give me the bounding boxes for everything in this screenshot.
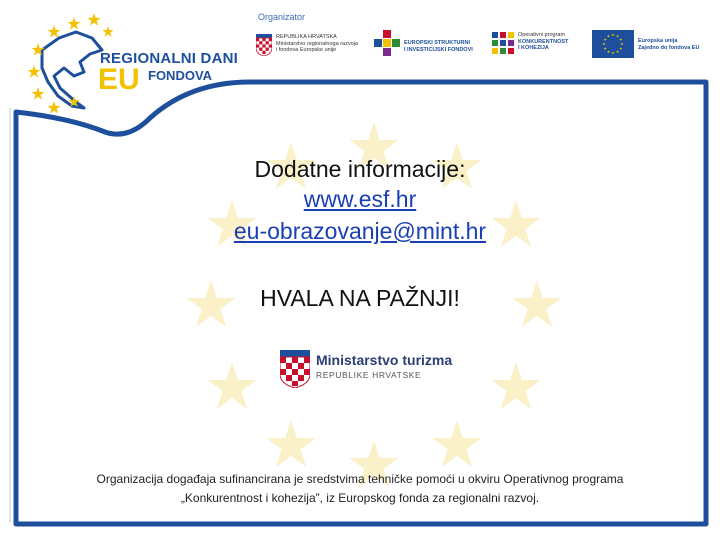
partner-text-line: I INVESTICIJSKI FONDOVI: [404, 46, 473, 53]
eu-structural-funds-icon: [374, 30, 400, 56]
footer-line: Organizacija događaja sufinancirana je sredstvima tehničke pomoći u okviru Operativnog programa: [96, 472, 624, 486]
eu-flag-icon: [592, 30, 634, 58]
event-title: REGIONALNI DANI: [100, 50, 238, 67]
partner-text-line: REPUBLIKA HRVATSKA: [276, 34, 337, 40]
partner-text-line: Ministarstvo regionalnoga razvoja: [276, 40, 358, 47]
partner-text-line: Operativni program: [518, 32, 566, 38]
thanks-text: HVALA NA PAŽNJI!: [260, 285, 460, 311]
partner-text-line: Zajedno do fondova EU: [638, 44, 700, 51]
partner-operational-programme: [492, 26, 588, 64]
ministry-name: Ministarstvo turizma: [316, 352, 453, 368]
partner-text-line: KONKURENTNOST: [518, 38, 569, 45]
croatian-coat-of-arms-icon: [256, 34, 272, 56]
partner-text-line: Europska unija: [638, 38, 678, 44]
partner-text-line: I KOHEZIJA: [518, 45, 549, 51]
partner-eu-structural-funds: [374, 26, 486, 64]
partner-ministry-regional-development: [256, 26, 374, 64]
operational-programme-icon: [492, 32, 514, 54]
partner-text-line: EUROPSKI STRUKTURNI: [404, 40, 471, 46]
website-link[interactable]: www.esf.hr: [303, 186, 417, 212]
funding-footer: [0, 470, 720, 508]
event-title-eu: EU: [98, 63, 140, 96]
croatian-coat-of-arms-icon: [280, 350, 310, 388]
partner-european-union: [592, 26, 710, 64]
ministry-subtitle: REPUBLIKE HRVATSKE: [316, 370, 422, 380]
event-title-funds: FONDOVA: [148, 68, 213, 83]
info-heading: Dodatne informacije:: [254, 156, 466, 182]
info-block: [0, 155, 720, 247]
email-link[interactable]: eu-obrazovanje@mint.hr: [233, 218, 487, 244]
ministry-of-tourism-logo: [280, 348, 453, 388]
organizer-label: Organizator: [258, 12, 306, 22]
partner-text-line: i fondova Europske unije: [276, 47, 337, 53]
footer-line: „Konkurentnost i kohezija”, iz Europskog fonda za regionalni razvoj.: [180, 491, 540, 505]
